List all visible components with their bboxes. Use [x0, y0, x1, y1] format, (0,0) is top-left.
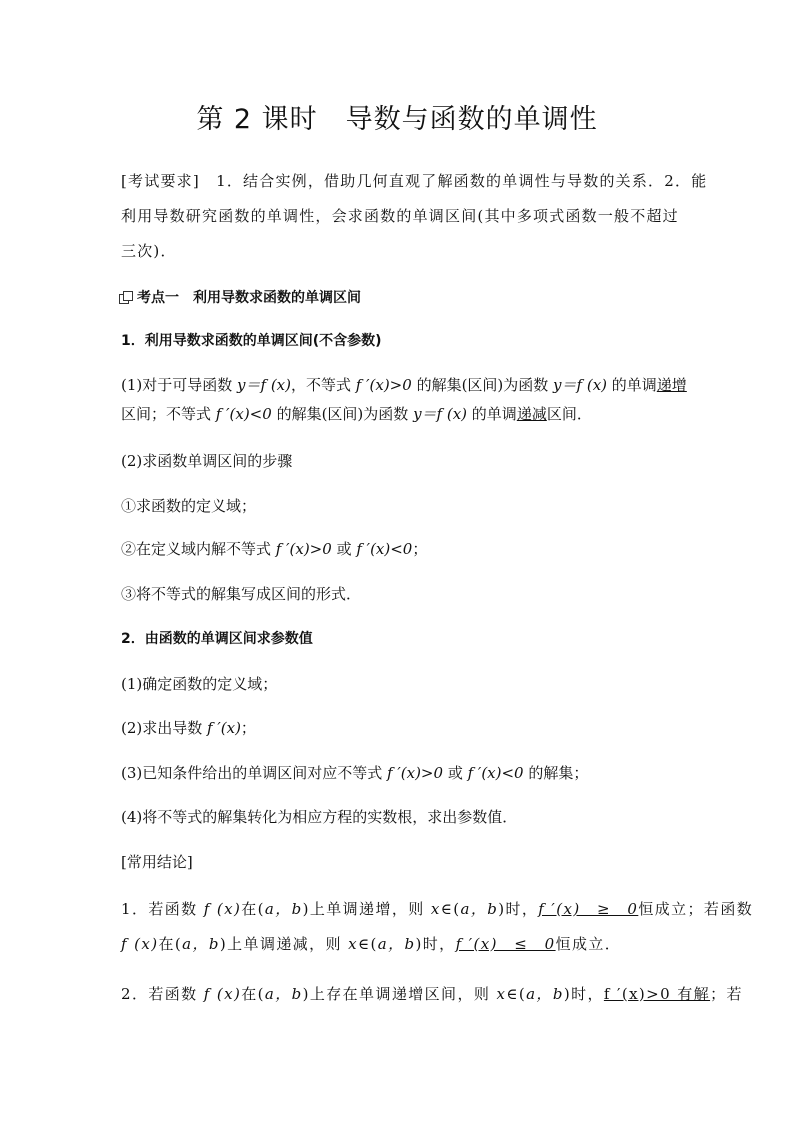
- point2-step-1: (1)确定函数的定义域；: [121, 675, 278, 693]
- blank-answer-decreasing: 递减: [516, 405, 547, 423]
- point1-paragraph-line-1: (1)对于可导函数 y＝f (x)，不等式 f ′(x)>0 的解集(区间)为函数 y＝f (x) 的单调递增: [121, 376, 687, 394]
- steps-title: (2)求函数单调区间的步骤: [121, 452, 293, 470]
- step-2: ②在定义域内解不等式 f ′(x)>0 或 f ′(x)<0；: [121, 540, 428, 558]
- point1-heading: 1．利用导数求函数的单调区间(不含参数): [121, 333, 382, 349]
- section-heading-text: 考点一 利用导数求函数的单调区间: [137, 290, 361, 306]
- point2-step-2: (2)求出导数 f ′(x)；: [121, 719, 256, 737]
- conclusions-label: [常用结论]: [121, 853, 193, 871]
- conclusion-2-line-1: 2．若函数 f (x)在(a，b)上存在单调递增区间，则 x∈(a，b)时，f ′(x)>0 有解；若: [121, 985, 743, 1003]
- step-3: ③将不等式的解集写成区间的形式．: [121, 585, 362, 603]
- exam-requirement-line-2: 利用导数研究函数的单调性，会求函数的单调区间(其中多项式函数一般不超过: [121, 207, 679, 225]
- exam-requirement-label: [考试要求]: [121, 172, 200, 190]
- blank-answer-le: f ′(x) ≤ 0: [455, 935, 556, 953]
- exam-requirement-line-3: 三次)．: [121, 242, 177, 260]
- point2-step-4: (4)将不等式的解集转化为相应方程的实数根，求出参数值．: [121, 808, 518, 826]
- step-1: ①求函数的定义域；: [121, 497, 257, 515]
- point2-heading: 2．由函数的单调区间求参数值: [121, 631, 313, 647]
- point2-step-3: (3)已知条件给出的单调区间对应不等式 f ′(x)>0 或 f ′(x)<0 的解集；: [121, 764, 589, 782]
- blank-answer-ge: f ′(x) ≥ 0: [538, 900, 639, 918]
- section-heading: [119, 287, 679, 307]
- point1-paragraph-line-2: 区间；不等式 f ′(x)<0 的解集(区间)为函数 y＝f (x) 的单调递减区间．: [121, 405, 592, 423]
- blank-answer-has-solution: f ′(x)>0 有解: [603, 985, 711, 1003]
- conclusion-1-line-2: f (x)在(a，b)上单调递减，则 x∈(a，b)时，f ′(x) ≤ 0恒成立．: [121, 935, 622, 953]
- page-title: 第 2 课时 导数与函数的单调性: [196, 104, 598, 135]
- conclusion-1-line-1: 1．若函数 f (x)在(a，b)上单调递增，则 x∈(a，b)时，f ′(x) ≥ 0恒成立；若函数: [121, 900, 754, 918]
- section-marker-icon: [119, 291, 131, 303]
- exam-requirement-text: 1．结合实例，借助几何直观了解函数的单调性与导数的关系．2．能: [199, 172, 708, 190]
- blank-answer-increasing: 递增: [656, 376, 687, 394]
- exam-requirement-line-1: [121, 170, 708, 191]
